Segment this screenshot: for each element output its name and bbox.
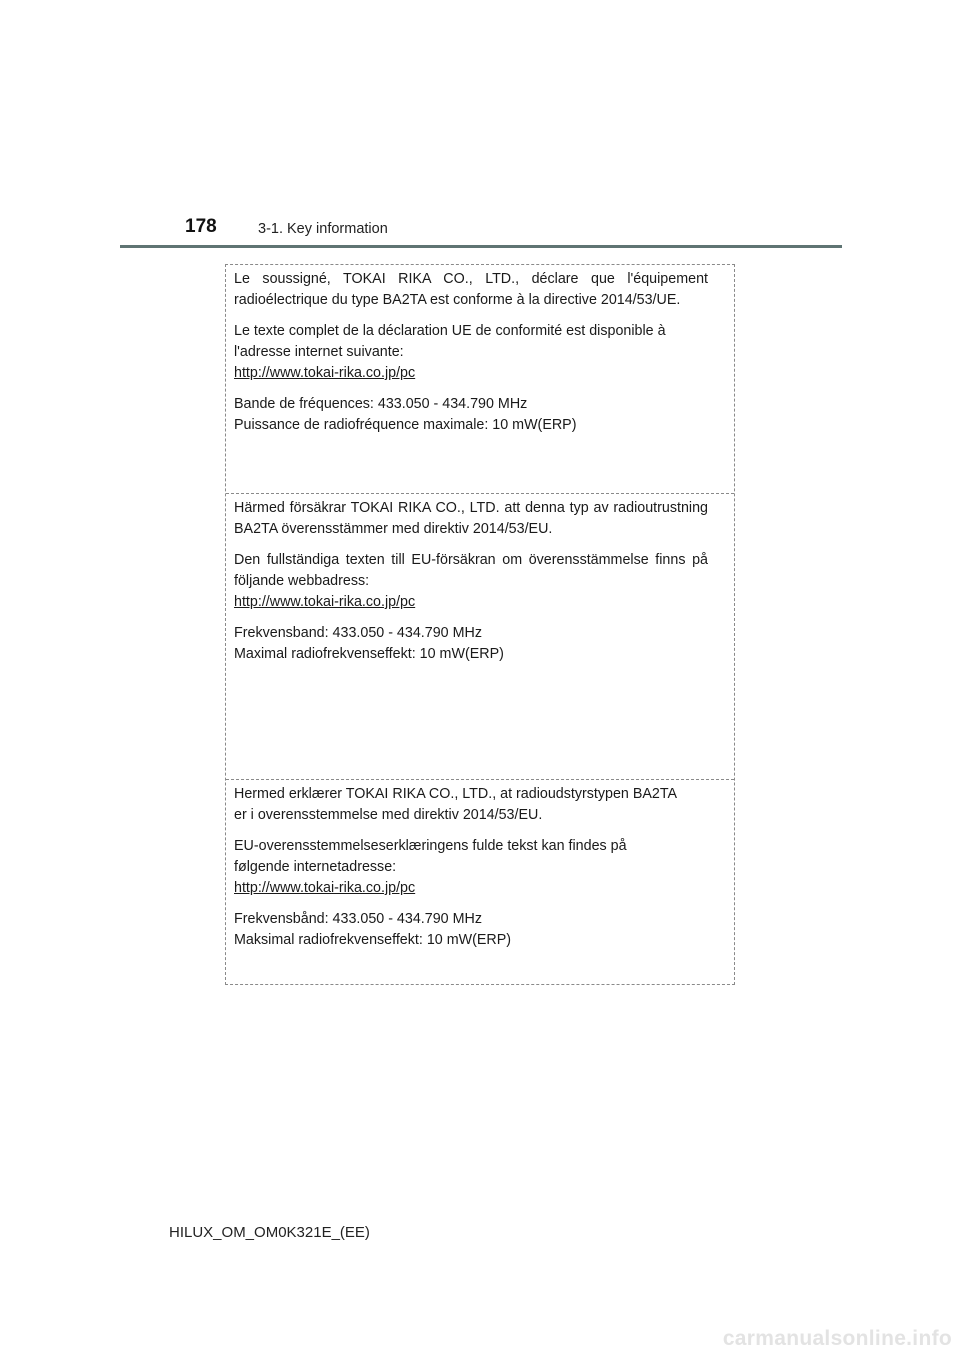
radio-specs <box>234 394 708 436</box>
page-number: 178 <box>185 216 217 237</box>
page-header <box>120 214 842 248</box>
availability-text <box>234 321 708 384</box>
declaration-url-link[interactable]: http://www.tokai-rika.co.jp/pc <box>234 594 416 610</box>
max-power: Puissance de radiofréquence maximale: 10 mW(ERP) <box>234 417 577 433</box>
section-title: 3-1. Key information <box>258 221 388 237</box>
declaration-url-link[interactable]: http://www.tokai-rika.co.jp/pc <box>234 365 416 381</box>
declaration-line: er i overensstemmelse med direktiv 2014/53/EU. <box>234 807 543 823</box>
notice-danish <box>226 779 734 986</box>
frequency-band: Frekvensbånd: 433.050 - 434.790 MHz <box>234 911 482 927</box>
notice-swedish <box>226 493 734 779</box>
header-divider <box>120 245 842 248</box>
availability-line: følgende internetadresse: <box>234 859 397 875</box>
availability-line: EU-overensstemmelseserklæringens fulde tekst kan findes på <box>234 838 627 854</box>
declaration-text: Härmed försäkrar TOKAI RIKA CO., LTD. att denna typ av radioutrustning BA2TA överensstämmer med direktiv 2014/53/EU. <box>234 500 708 537</box>
frequency-band: Bande de fréquences: 433.050 - 434.790 MHz <box>234 396 528 412</box>
radio-specs <box>234 909 708 951</box>
conformity-notice-table <box>225 264 735 985</box>
site-watermark: carmanualsonline.info <box>722 1327 952 1350</box>
availability-text <box>234 836 708 899</box>
declaration-url-link[interactable]: http://www.tokai-rika.co.jp/pc <box>234 880 416 896</box>
availability-line: Le texte complet de la déclaration UE de conformité est disponible à <box>234 323 666 339</box>
declaration-text: Le soussigné, TOKAI RIKA CO., LTD., déclare que l'équipement radioélectrique du type BA2TA est conforme à la directive 2014/53/UE. <box>234 271 708 308</box>
availability-line: l'adresse internet suivante: <box>234 344 404 360</box>
declaration-text <box>234 784 708 826</box>
radio-specs <box>234 623 708 665</box>
declaration-line: Hermed erklærer TOKAI RIKA CO., LTD., at radioudstyrstypen BA2TA <box>234 786 678 802</box>
max-power: Maximal radiofrekvenseffekt: 10 mW(ERP) <box>234 646 504 662</box>
document-code: HILUX_OM_OM0K321E_(EE) <box>169 1224 370 1241</box>
notice-french <box>226 265 734 493</box>
availability-text <box>234 550 708 613</box>
max-power: Maksimal radiofrekvenseffekt: 10 mW(ERP) <box>234 932 512 948</box>
frequency-band: Frekvensband: 433.050 - 434.790 MHz <box>234 625 482 641</box>
availability-line: Den fullständiga texten till EU-försäkran om överensstämmelse finns på följande webbadress: <box>234 552 708 589</box>
